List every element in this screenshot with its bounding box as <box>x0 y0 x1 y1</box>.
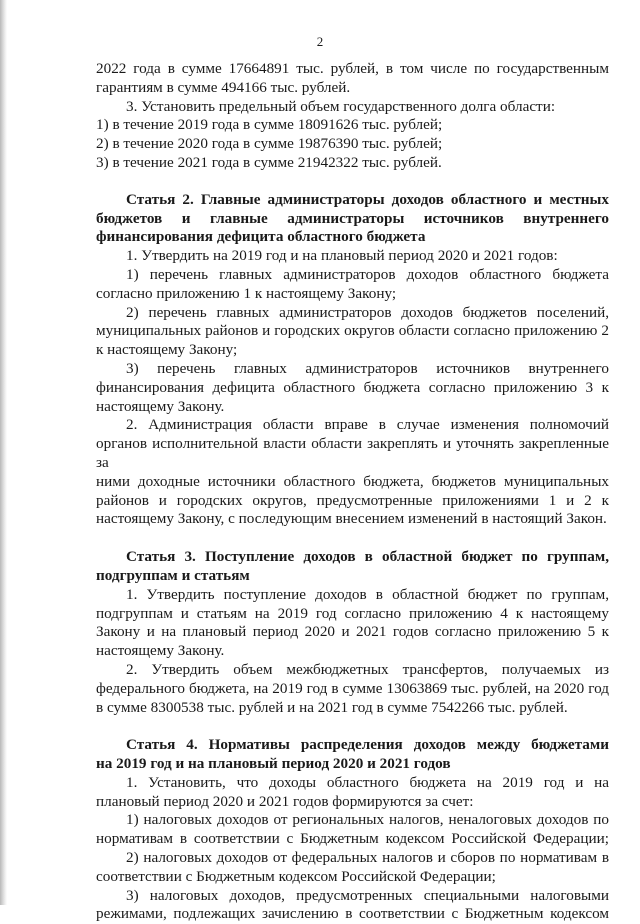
text-line: 1. Утвердить на 2019 год и на плановый период 2020 и 2021 годов: <box>126 247 558 265</box>
article-heading: Статья 3. Поступление доходов в областной бюджет по группам, <box>126 548 609 566</box>
text-line: федерального бюджета, на 2019 год в сумме 13063869 тыс. рублей, на 2020 год <box>96 679 609 697</box>
text-line: в сумме 8300538 тыс. рублей и на 2021 год в сумме 7542266 тыс. рублей. <box>96 698 568 716</box>
text-line: 1. Установить, что доходы областного бюджета на 2019 год и на <box>126 773 609 791</box>
text-line: 3. Установить предельный объем государственного долга области: <box>126 97 556 115</box>
page-number: 2 <box>316 34 324 49</box>
article-heading: на 2019 год и на плановый период 2020 и 2021 годов <box>96 755 451 773</box>
text-line: настоящему Закону. <box>96 397 225 415</box>
text-line: 2) перечень главных администраторов доходов бюджетов поселений, <box>126 303 609 321</box>
text-line: 2022 года в сумме 17664891 тыс. рублей, в том числе по государственным <box>96 60 609 77</box>
text-line: 3) перечень главных администраторов источников внутреннего <box>126 359 609 377</box>
text-line: 1) в течение 2019 года в сумме 18091626 тыс. рублей; <box>96 116 443 134</box>
text-line: 1) перечень главных администраторов доходов областного бюджета <box>126 265 609 283</box>
text-line: режимами, подлежащих зачислению в соответствии с Бюджетным кодексом <box>96 905 609 923</box>
text-line: финансирования дефицита областного бюджета согласно приложению 3 к <box>96 378 609 396</box>
text-line: согласно приложению 1 к настоящему Закону; <box>96 284 397 302</box>
text-line: к настоящему Закону; <box>96 341 238 359</box>
text-line: подгруппам и статьям на 2019 год согласно приложению 4 к настоящему <box>96 604 609 622</box>
text-line: настоящему Закону. <box>96 642 225 660</box>
text-line: районов и городских округов, предусмотренные приложениями 1 и 2 к <box>96 491 609 509</box>
text-line: 2. Утвердить объем межбюджетных трансфертов, получаемых из <box>126 660 609 678</box>
text-line: нормативам в соответствии с Бюджетным кодексом Российской Федерации; <box>96 830 609 848</box>
article-heading: бюджетов и главные администраторы источников внутреннего <box>96 209 609 227</box>
text-line: муниципальных районов и городских округов области согласно приложению 2 <box>96 322 609 340</box>
article-heading: финансирования дефицита областного бюджета <box>96 228 426 246</box>
text-line: плановый период 2020 и 2021 годов формируются за счет: <box>96 792 474 810</box>
text-line: ними доходные источники областного бюджета, бюджетов муниципальных <box>96 472 609 490</box>
text-line: соответствии с Бюджетным кодексом Российской Федерации; <box>96 867 496 885</box>
text-line: 1) налоговых доходов от региональных налогов, неналоговых доходов по <box>126 811 609 829</box>
text-line: 2. Администрация области вправе в случае изменения полномочий <box>126 416 609 434</box>
text-line: гарантиям в сумме 494166 тыс. рублей. <box>96 78 351 96</box>
article-heading: Статья 4. Нормативы распределения доходов между бюджетами <box>126 736 609 754</box>
text-line: 2) в течение 2020 года в сумме 19876390 тыс. рублей; <box>96 135 443 153</box>
document-body <box>96 60 609 924</box>
scan-edge <box>0 0 7 905</box>
article-heading: Статья 2. Главные администраторы доходов областного и местных <box>126 190 609 208</box>
text-line: настоящему Закону, с последующим внесением изменений в настоящий Закон. <box>96 510 607 528</box>
text-line: Закону и на плановый период 2020 и 2021 годов согласно приложению 5 к <box>96 623 609 641</box>
article-heading: подгруппам и статьям <box>96 566 250 584</box>
text-line: 1. Утвердить поступление доходов в областной бюджет по группам, <box>126 585 609 603</box>
text-line: 3) в течение 2021 года в сумме 21942322 тыс. рублей. <box>96 153 442 171</box>
text-line: 3) налоговых доходов, предусмотренных специальными налоговыми <box>126 886 609 904</box>
text-line: органов исполнительной власти области закреплять и уточнять закрепленные за <box>96 435 609 471</box>
text-line: 2) налоговых доходов от федеральных налогов и сборов по нормативам в <box>126 849 609 867</box>
